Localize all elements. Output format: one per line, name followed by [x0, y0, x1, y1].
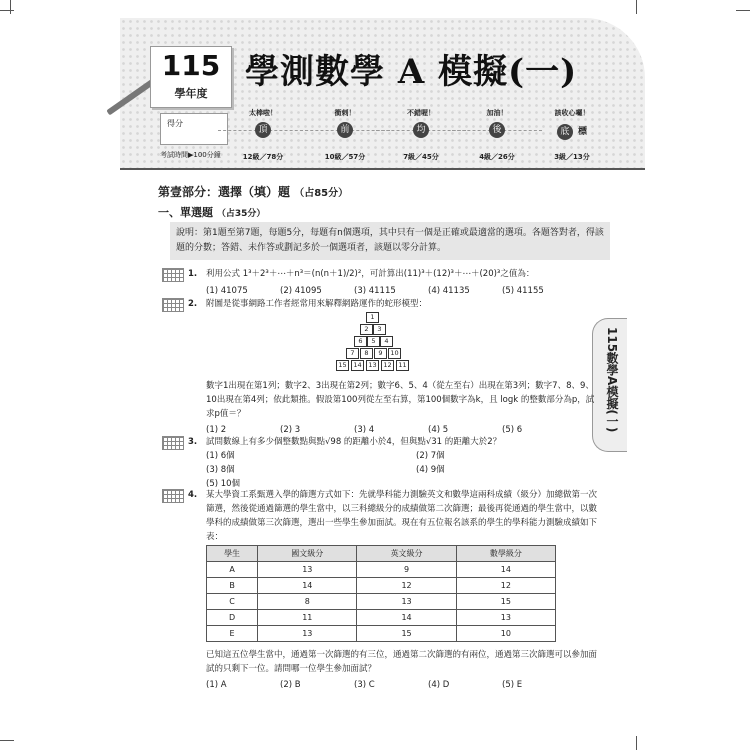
- table-cell: 13: [258, 626, 357, 642]
- header-divider: [120, 168, 645, 170]
- table-cell: 12: [456, 578, 555, 594]
- question-text: 數字1出現在第1列；數字2、3出現在第2列；數字6、5、4（從左至右）出現在第3列；數字7、8、9、10出現在第4列；依此類推。假設第100列從左至右算，第100個數字為k，且 logk 的整數部分為p，試求p值＝？: [206, 381, 595, 419]
- table-cell: 14: [258, 578, 357, 594]
- question-4: [188, 488, 598, 544]
- table-cell: 12: [357, 578, 456, 594]
- question-4-body: [206, 648, 598, 692]
- section-title: [158, 183, 348, 200]
- table-row: [207, 610, 556, 626]
- chapter-side-tab: [592, 318, 627, 452]
- instructions-note: 說明：第1題至第7題，每題5分，每題有n個選項，其中只有一個是正確或最適當的選項。各題答對者，得該題的分數；答錯、未作答或劃記多於一個選項者，該題以零分計算。: [170, 222, 610, 260]
- table-cell: 8: [258, 594, 357, 610]
- stage-message: 衝刺！: [334, 109, 356, 117]
- score-label: 得分: [167, 119, 183, 128]
- stage-suffix: 標: [578, 127, 588, 137]
- stage-circle: 頂: [255, 122, 271, 138]
- option[interactable]: (1) A: [206, 680, 227, 690]
- pyramid-cell: 5: [367, 336, 380, 347]
- table-cell: 13: [456, 610, 555, 626]
- subsection-title-text: 一、單選題: [158, 206, 213, 219]
- table-cell: E: [207, 626, 258, 642]
- crop-mark: [10, 0, 11, 14]
- stage-message: 太棒啦！: [249, 109, 277, 117]
- table-cell: 11: [258, 610, 357, 626]
- stage-threshold: 7級／45分: [403, 153, 439, 161]
- stage-bottom: [522, 108, 622, 162]
- options: [206, 284, 588, 298]
- answer-grid[interactable]: [162, 298, 184, 312]
- section-points: （占85分）: [294, 188, 349, 199]
- score-table: [206, 545, 556, 642]
- year-number: 115: [161, 49, 221, 82]
- options: [206, 678, 598, 692]
- option[interactable]: (4) 41135: [428, 286, 470, 296]
- table-cell: 10: [456, 626, 555, 642]
- snake-model-figure: [330, 312, 430, 374]
- table-cell: 13: [357, 594, 456, 610]
- option[interactable]: (3) 41115: [354, 286, 396, 296]
- table-header: 學生: [207, 546, 258, 562]
- table-cell: C: [207, 594, 258, 610]
- option[interactable]: (4) 9個: [416, 465, 445, 475]
- option[interactable]: (3) 8個: [206, 465, 235, 475]
- year-badge: [150, 46, 232, 108]
- crop-mark: [636, 0, 637, 14]
- crop-mark: [0, 10, 14, 11]
- question-2-body: [206, 379, 596, 437]
- pyramid-cell: 8: [360, 348, 373, 359]
- subsection-points: （占35分）: [216, 209, 266, 219]
- pyramid-cell: 13: [366, 360, 379, 371]
- question-number: 2.: [188, 299, 198, 309]
- time-note: 考試時間▶100分鐘: [160, 151, 221, 159]
- pyramid-cell: 10: [388, 348, 401, 359]
- table-header: 數學級分: [456, 546, 555, 562]
- pyramid-cell: 4: [380, 336, 393, 347]
- question-3: [188, 435, 588, 491]
- table-header: 英文級分: [357, 546, 456, 562]
- table-cell: D: [207, 610, 258, 626]
- option[interactable]: (3) C: [354, 680, 375, 690]
- table-cell: 15: [357, 626, 456, 642]
- option[interactable]: (4) D: [428, 680, 450, 690]
- table-cell: A: [207, 562, 258, 578]
- table-cell: 9: [357, 562, 456, 578]
- stage-top: [218, 108, 308, 162]
- option[interactable]: (5) E: [502, 680, 523, 690]
- option[interactable]: (1) 2: [206, 425, 227, 435]
- stage-message: 加油！: [486, 109, 508, 117]
- page-title: 學測數學 A 模擬(一): [245, 52, 578, 92]
- stage-threshold: 10級／57分: [324, 153, 366, 161]
- pyramid-cell: 3: [373, 324, 386, 335]
- table-cell: 14: [357, 610, 456, 626]
- question-text: 試問數線上有多少個整數點與點√98 的距離小於4，但與點√31 的距離大於2？: [206, 437, 502, 447]
- option[interactable]: (2) B: [280, 680, 301, 690]
- table-header-row: [207, 546, 556, 562]
- question-2: [188, 297, 588, 311]
- question-text: 已知這五位學生當中，通過第一次篩選的有三位，通過第二次篩選的有兩位，通過第三次篩選可以參加面試的只剩下一位。請問哪一位學生參加面試？: [206, 650, 598, 674]
- table-row: [207, 626, 556, 642]
- subsection-title: [158, 204, 265, 220]
- table-row: [207, 578, 556, 594]
- option[interactable]: (3) 4: [354, 425, 375, 435]
- stage-circle: 後: [489, 122, 505, 138]
- option[interactable]: (4) 5: [428, 425, 449, 435]
- question-number: 4.: [188, 490, 198, 500]
- stage-threshold: 12級／78分: [242, 153, 284, 161]
- table-header: 國文級分: [258, 546, 357, 562]
- pyramid-cell: 14: [351, 360, 364, 371]
- table-row: [207, 594, 556, 610]
- table-cell: B: [207, 578, 258, 594]
- pyramid-cell: 2: [360, 324, 373, 335]
- question-1: [188, 267, 588, 298]
- answer-grid[interactable]: [162, 489, 184, 503]
- section-title-text: 第壹部分：選擇（填）題: [158, 185, 291, 199]
- table-cell: 13: [258, 562, 357, 578]
- question-text: 某大學資工系甄選入學的篩選方式如下：先就學科能力測驗英文和數學這兩科成績（級分）加總做第一次篩選，然後從通過篩選的學生當中，以三科總級分的成績做第二次篩選；最後再從通過的學生當中，以數學科的成績做第三次篩選，選出一些學生參加面試。現在有五位報名該系的學生的學科能力測驗成績如下表：: [206, 490, 598, 542]
- question-text: 利用公式 1³＋2³＋⋯＋n³＝(n(n＋1)/2)²，可計算出(11)³＋(12)³＋⋯＋(20)³之值為：: [206, 269, 535, 279]
- table-row: [207, 562, 556, 578]
- pyramid-cell: 6: [354, 336, 367, 347]
- question-number: 1.: [188, 269, 198, 279]
- option[interactable]: (5) 41155: [502, 286, 544, 296]
- option[interactable]: (5) 10個: [206, 479, 241, 489]
- option[interactable]: (1) 41075: [206, 286, 248, 296]
- table-cell: 14: [456, 562, 555, 578]
- question-number: 3.: [188, 437, 198, 447]
- option[interactable]: (1) 6個: [206, 451, 235, 461]
- crop-mark: [736, 10, 750, 11]
- pyramid-cell: 1: [366, 312, 379, 323]
- year-unit: 學年度: [174, 87, 208, 100]
- pyramid-cell: 7: [346, 348, 359, 359]
- option[interactable]: (5) 6: [502, 425, 523, 435]
- stage-threshold: 4級／26分: [479, 153, 515, 161]
- stage-circle: 前: [337, 122, 353, 138]
- answer-grid[interactable]: [162, 268, 184, 282]
- option[interactable]: (2) 41095: [280, 286, 322, 296]
- stage-message: 不錯喔！: [407, 109, 435, 117]
- pyramid-cell: 12: [381, 360, 394, 371]
- table-cell: 15: [456, 594, 555, 610]
- pyramid-cell: 15: [336, 360, 349, 371]
- stage-message: 該收心囉！: [554, 109, 590, 117]
- stage-circle: 底: [557, 124, 573, 140]
- options: [206, 449, 588, 491]
- pyramid-cell: 11: [396, 360, 409, 371]
- answer-grid[interactable]: [162, 436, 184, 450]
- stage-threshold: 3級／13分: [554, 152, 590, 161]
- option[interactable]: (2) 7個: [416, 451, 445, 461]
- pyramid-cell: 9: [374, 348, 387, 359]
- crop-mark: [0, 740, 14, 741]
- side-tab-label: 115數學A模擬(一): [605, 327, 619, 433]
- crop-mark: [636, 736, 637, 750]
- option[interactable]: (2) 3: [280, 425, 301, 435]
- question-text: 附圖是從事網路工作者經常用來解釋網路運作的蛇形模型：: [206, 299, 428, 309]
- stage-circle: 均: [413, 122, 429, 138]
